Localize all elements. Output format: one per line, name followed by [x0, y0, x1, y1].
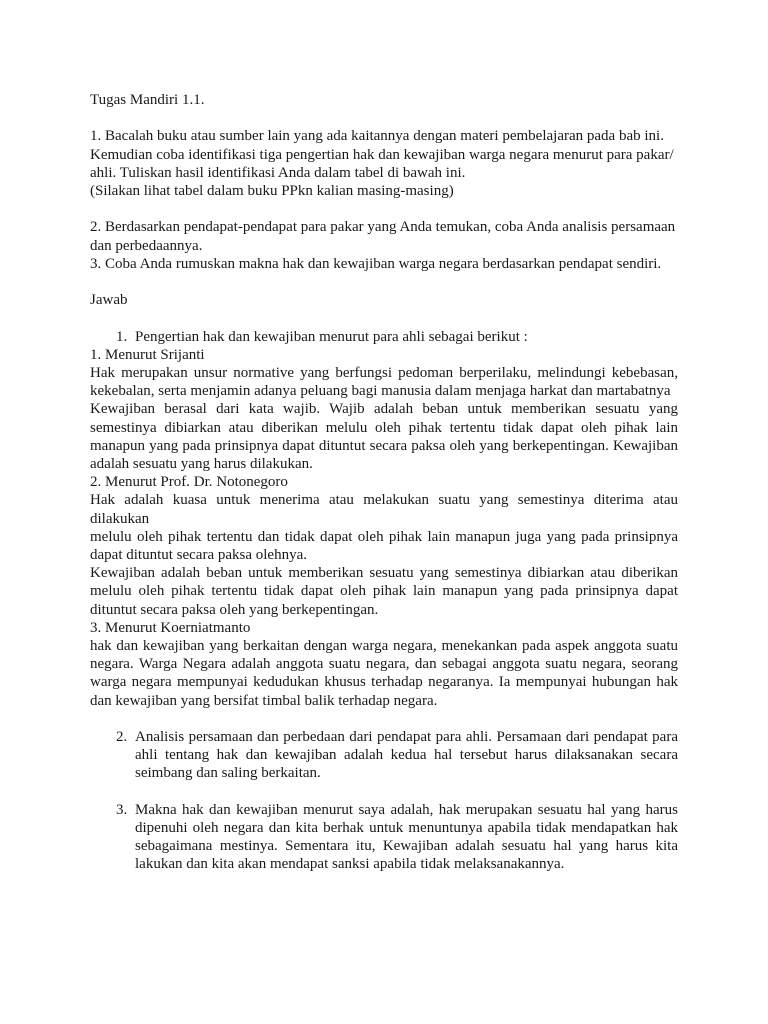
answer-3-line: lakukan dan kita akan mendapat sanksi apabila tidak melaksanakannya.: [135, 856, 565, 873]
task-1-line: (Silakan lihat tabel dalam buku PPkn kalian masing-masing): [90, 183, 454, 199]
answer-3-number: 3.: [116, 801, 128, 818]
expert-name: 2. Menurut Prof. Dr. Notonegoro: [90, 474, 288, 491]
task-1-line: ahli. Tuliskan hasil identifikasi Anda dalam tabel di bawah ini.: [90, 164, 466, 181]
task-2-line: dan perbedaannya.: [90, 237, 203, 254]
expert-text-line: kekebalan, serta menjamin adanya peluang bagi manusia dalam menjaga harkat dan martabatnya: [90, 383, 671, 400]
expert-koerniatmanto: [90, 619, 678, 710]
answer-2-line: seimbang dan saling berkaitan.: [135, 765, 321, 782]
expert-text-line: dituntut secara paksa oleh yang berkepentingan.: [90, 601, 379, 618]
answer-2-number: 2.: [116, 729, 128, 746]
expert-srijanti: [90, 346, 678, 473]
expert-name: 3. Menurut Koerniatmanto: [90, 619, 251, 636]
answer-label: Jawab: [90, 292, 128, 309]
expert-notonegoro: [90, 473, 678, 619]
answer-2-line: ahli tentang hak dan kewajiban adalah kedua hal tersebut harus dilaksanakan secara: [135, 747, 678, 764]
task-1-line: 1. Bacalah buku atau sumber lain yang ada kaitannya dengan materi pembelajaran pada bab ini.: [90, 128, 664, 145]
answer-3: [90, 801, 678, 874]
expert-text-line: Kewajiban berasal dari kata wajib. Wajib adalah beban untuk memberikan sesuatu yang: [90, 401, 678, 418]
answer-1-heading: Pengertian hak dan kewajiban menurut para ahli sebagai berikut :: [135, 328, 528, 345]
document-title: Tugas Mandiri 1.1.: [90, 92, 205, 108]
answer-3-line: Makna hak dan kewajiban menurut saya adalah, hak merupakan sesuatu hal yang harus: [135, 801, 678, 818]
expert-text-line: Hak adalah kuasa untuk menerima atau melakukan suatu yang semestinya diterima atau dilakukan: [90, 492, 678, 527]
task-2: [90, 218, 678, 254]
answer-2: [90, 728, 678, 783]
task-3: 3. Coba Anda rumuskan makna hak dan kewajiban warga negara berdasarkan pendapat sendiri.: [90, 255, 662, 272]
task-2-line: 2. Berdasarkan pendapat-pendapat para pakar yang Anda temukan, coba Anda analisis persamaan: [90, 219, 676, 236]
task-1: [90, 127, 678, 200]
document-body: [90, 91, 678, 874]
answer-1-number: 1.: [116, 328, 128, 345]
task-1-line: Kemudian coba identifikasi tiga pengertian hak dan kewajiban warga negara menurut para pakar/: [90, 146, 674, 163]
expert-text-line: adalah sesuatu yang harus dilakukan.: [90, 456, 313, 472]
expert-text-line: dan kewajiban yang bersifat timbal balik terhadap negara.: [90, 692, 438, 709]
expert-text-line: hak dan kewajiban yang berkaitan dengan warga negara, menekankan pada aspek anggota suatu: [90, 638, 678, 655]
expert-text-line: semestinya dibiarkan atau diberikan melulu oleh pihak tertentu tidak dapat oleh pihak lain: [90, 419, 678, 436]
expert-text-line: warga negara mempunyai kedudukan khusus terhadap negaranya. Ia mempunyai hubungan hak: [90, 674, 678, 691]
answer-3-line: sebagaimana mestinya. Sementara itu, Kewajiban adalah sesuatu hal yang harus kita: [135, 838, 678, 855]
answer-1: [90, 328, 678, 346]
expert-name: 1. Menurut Srijanti: [90, 346, 205, 363]
expert-text-line: Hak merupakan unsur normative yang berfungsi pedoman berperilaku, melindungi kebebasan,: [90, 364, 678, 381]
expert-text-line: melulu oleh pihak tertentu dan tidak dapat oleh pihak lain manapun juga yang pada prinsipnya: [90, 528, 678, 545]
answer-3-line: dipenuhi oleh negara dan kita berhak untuk menuntunya apabila tidak mendapatkan hak: [135, 820, 678, 837]
expert-text-line: Kewajiban adalah beban untuk memberikan sesuatu yang semestinya dibiarkan atau diberikan: [90, 565, 678, 582]
expert-text-line: dapat dituntut secara paksa olehnya.: [90, 547, 308, 564]
expert-text-line: negara. Warga Negara adalah anggota suatu negara, dan sebagai anggota suatu negara, seorang: [90, 656, 678, 673]
expert-text-line: manapun yang pada prinsipnya dapat dituntut secara paksa oleh yang berkepentingan. Kewajiban: [90, 437, 678, 454]
expert-text-line: melulu oleh pihak tertentu tidak dapat oleh pihak lain manapun yang pada prinsipnya dapat: [90, 583, 678, 600]
answer-2-line: Analisis persamaan dan perbedaan dari pendapat para ahli. Persamaan dari pendapat para: [135, 729, 678, 746]
